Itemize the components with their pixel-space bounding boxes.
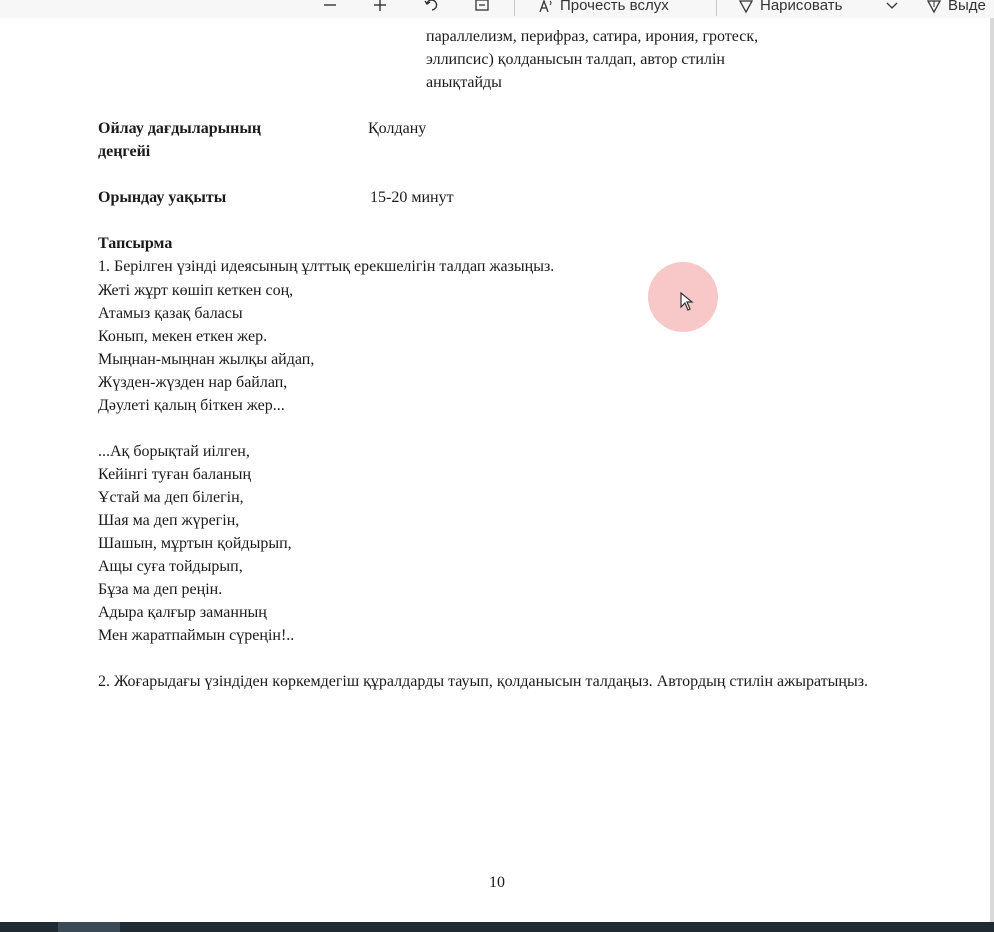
rotate-button[interactable] (424, 0, 440, 13)
taskbar-app-button[interactable] (58, 922, 120, 932)
chevron-down-icon (884, 0, 900, 13)
poem-line: ...Ақ борықтай иілген, (98, 443, 250, 460)
toolbar-divider (514, 0, 515, 16)
thinking-level-label: Ойлау дағдыларының (98, 120, 262, 137)
zoom-in-button[interactable] (372, 0, 388, 13)
toolbar-divider (716, 0, 717, 16)
taskbar (0, 922, 994, 932)
poem-line: Ащы суға тойдырып, (98, 558, 243, 575)
task-1-text: 1. Берілген үзінді идеясының ұлттық ерекшелігін талдап жазыңыз. (98, 258, 555, 275)
page-edge (990, 18, 994, 922)
draw-options-dropdown[interactable] (884, 0, 900, 13)
poem-line: Кейінгі туған баланың (98, 466, 252, 483)
thinking-level-label: деңгейі (98, 143, 151, 160)
highlight-button[interactable] (926, 0, 986, 14)
time-value: 15-20 минут (370, 189, 454, 206)
poem-line: Шашын, мұртын қойдырып, (98, 535, 292, 552)
highlighter-icon (926, 0, 942, 14)
poem-line: Жүзден-жүзден нар байлап, (98, 374, 288, 391)
poem-line: Шая ма деп жүрегін, (98, 512, 240, 529)
read-aloud-icon (538, 0, 554, 14)
poem-line: Конып, мекен еткен жер. (98, 328, 268, 345)
poem-line: Дәулеті қалың біткен жер... (98, 397, 285, 414)
fit-page-button[interactable] (474, 0, 490, 13)
zoom-out-button[interactable] (322, 0, 338, 13)
header-line: анықтайды (426, 74, 502, 91)
header-line: эллипсис) қолданысын талдап, автор стилін (426, 51, 725, 68)
thinking-level-value: Қолдану (368, 120, 427, 137)
draw-button[interactable] (738, 0, 842, 14)
task-2-text: 2. Жоғарыдағы үзіндіден көркемдегіш құралдарды тауып, қолданысын талдаңыз. Автордың стилін ажыратыңыз. (98, 673, 869, 690)
draw-label: Нарисовать (760, 0, 843, 14)
highlight-label: Выде (948, 0, 986, 14)
draw-icon (738, 0, 754, 14)
poem-line: Жеті жұрт көшіп кеткен соң, (98, 282, 294, 299)
plus-icon (372, 0, 388, 13)
poem-line: Бұза ма деп реңін. (98, 581, 223, 598)
poem-line: Атамыз қазақ баласы (98, 305, 243, 322)
fit-page-icon (474, 0, 490, 13)
time-label: Орындау уақыты (98, 189, 227, 206)
reader-toolbar (0, 0, 994, 18)
header-line: параллелизм, перифраз, сатира, ирония, гротеск, (426, 28, 759, 45)
poem-line: Мыңнан-мыңнан жылқы айдап, (98, 351, 315, 368)
poem-line: Ұстай ма деп білегін, (98, 489, 244, 506)
page-number: 10 (489, 874, 505, 891)
read-aloud-button[interactable] (538, 0, 669, 14)
task-title: Тапсырма (98, 235, 173, 252)
rotate-icon (424, 0, 440, 13)
mouse-cursor-icon (680, 292, 694, 312)
read-aloud-label: Прочесть вслух (560, 0, 669, 14)
poem-line: Мен жаратпаймын сүреңін!.. (98, 627, 295, 644)
poem-line: Адыра қалғыр заманның (98, 604, 267, 621)
minus-icon (322, 0, 338, 13)
